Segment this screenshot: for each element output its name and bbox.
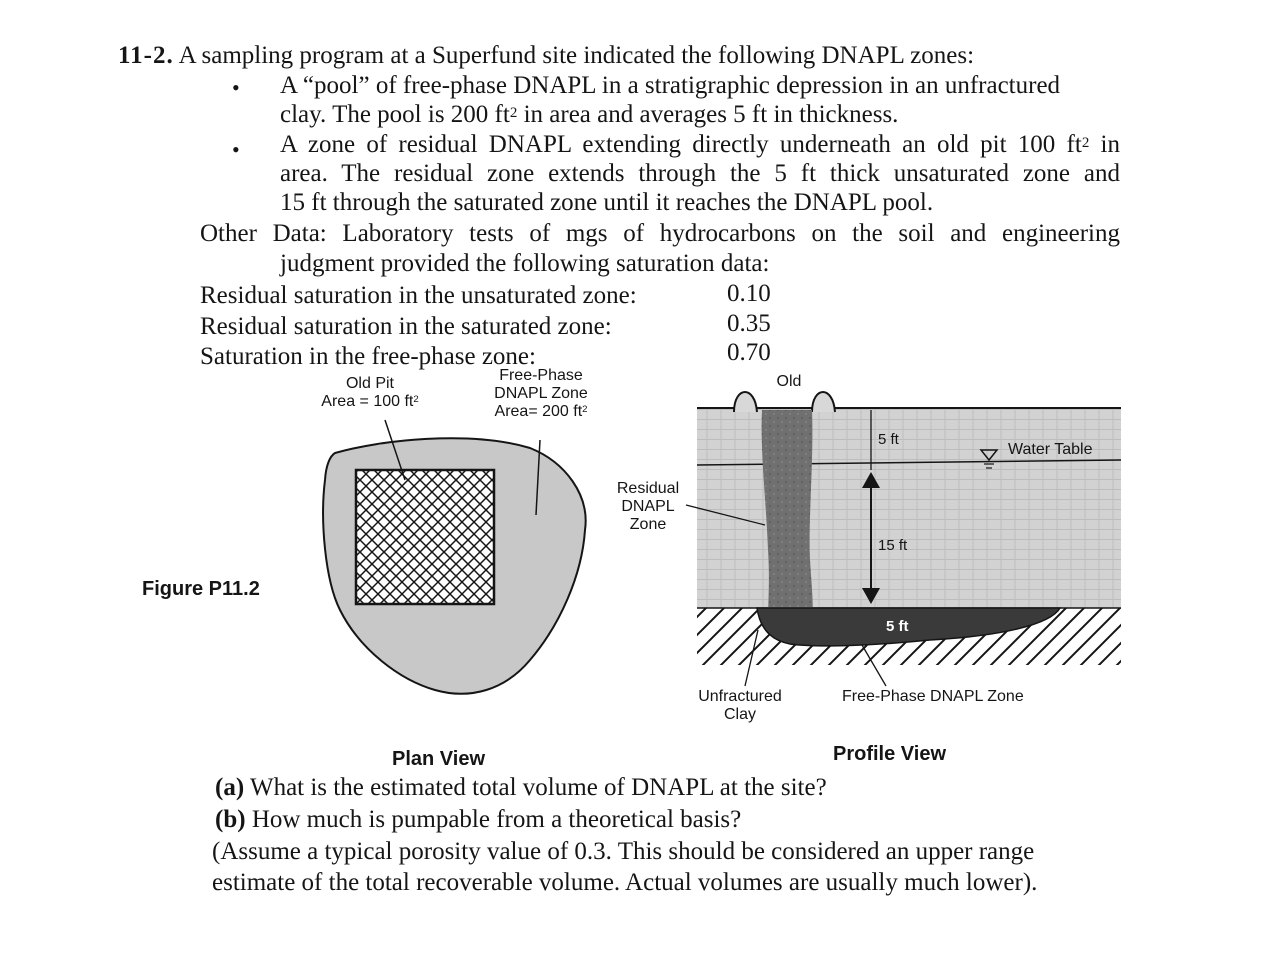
bullet-2-marker: • xyxy=(232,137,240,162)
profile-clay-l1: Unfractured xyxy=(698,688,782,705)
saturation-label-2: Residual saturation in the saturated zone: xyxy=(200,313,612,340)
saturation-value-1: 0.10 xyxy=(727,280,771,307)
problem-intro: A sampling program at a Superfund site indicated the following DNAPL zones: xyxy=(178,42,975,69)
plan-free-phase-l2: DNAPL Zone xyxy=(494,385,588,402)
bullet-1-line2-b: in area and averages 5 ft in thickness. xyxy=(517,101,899,128)
saturation-label-1: Residual saturation in the unsaturated zone: xyxy=(200,282,637,309)
bullet-1-line1: A “pool” of free-phase DNAPL in a stratigraphic depression in an unfractured xyxy=(280,72,1061,99)
profile-residual-l2: DNAPL xyxy=(621,498,675,515)
other-data-line1: Other Data: Laboratory tests of mgs of hydrocarbons on the soil and engineering xyxy=(200,220,1120,247)
question-a-label: (a) xyxy=(215,774,245,801)
question-a xyxy=(215,774,827,802)
question-b xyxy=(215,806,741,834)
problem-number: 11-2. xyxy=(118,42,174,69)
profile-dim-unsat: 5 ft xyxy=(878,431,899,448)
saturation-value-2: 0.35 xyxy=(727,310,771,337)
profile-clay-l2: Clay xyxy=(723,706,756,723)
profile-residual-l1: Residual xyxy=(616,480,680,497)
saturation-value-3: 0.70 xyxy=(727,339,771,366)
bullet-1-marker: • xyxy=(232,75,240,100)
plan-view-title: Plan View xyxy=(392,748,486,770)
question-note-line1: (Assume a typical porosity value of 0.3. This should be considered an upper range xyxy=(212,838,1035,865)
bullet-2-line1-b: in xyxy=(1089,131,1120,158)
figure-caption: Figure P11.2 xyxy=(142,578,260,600)
plan-view-diagram xyxy=(323,420,586,694)
bullet-2-line1-sup: 2 xyxy=(1081,135,1090,151)
plan-old-pit-area-text: Area = 100 ft xyxy=(321,393,414,410)
plan-free-phase-area-sup: 2 xyxy=(582,404,588,415)
question-note-line2: estimate of the total recoverable volume. Actual volumes are usually much lower). xyxy=(212,869,1038,896)
profile-old-label: Old xyxy=(776,373,802,390)
profile-residual-l3: Zone xyxy=(629,516,667,533)
profile-view-title: Profile View xyxy=(833,743,947,765)
bullet-1-line2-sup: 2 xyxy=(509,105,518,121)
plan-old-pit-title: Old Pit xyxy=(345,375,394,392)
profile-view-diagram xyxy=(686,392,1121,686)
profile-residual-zone xyxy=(762,410,813,625)
bullet-1-line2-a: clay. The pool is 200 ft xyxy=(280,101,510,128)
plan-free-phase-area-text: Area= 200 ft xyxy=(494,403,583,420)
question-b-label: (b) xyxy=(215,806,246,833)
saturation-label-3: Saturation in the free-phase zone: xyxy=(200,343,536,370)
plan-old-pit-area-sup: 2 xyxy=(413,394,419,405)
question-a-text: What is the estimated total volume of DNAPL at the site? xyxy=(249,774,827,801)
question-b-text: How much is pumpable from a theoretical basis? xyxy=(251,806,742,833)
plan-old-pit xyxy=(356,470,494,604)
profile-free-phase-label: Free-Phase DNAPL Zone xyxy=(842,688,1024,705)
profile-water-table-label: Water Table xyxy=(1008,441,1093,458)
bullet-2-line3: 15 ft through the saturated zone until it reaches the DNAPL pool. xyxy=(280,189,934,216)
bullet-2-line1-a: A zone of residual DNAPL extending directly underneath an old pit 100 ft xyxy=(280,131,1082,158)
bullet-2-line2: area. The residual zone extends through the 5 ft thick unsaturated zone and xyxy=(280,160,1120,187)
plan-free-phase-l1: Free-Phase xyxy=(499,367,583,384)
profile-dim-pool: 5 ft xyxy=(886,618,909,635)
other-data-line2: judgment provided the following saturation data: xyxy=(280,250,770,277)
profile-dim-sat: 15 ft xyxy=(878,537,908,554)
